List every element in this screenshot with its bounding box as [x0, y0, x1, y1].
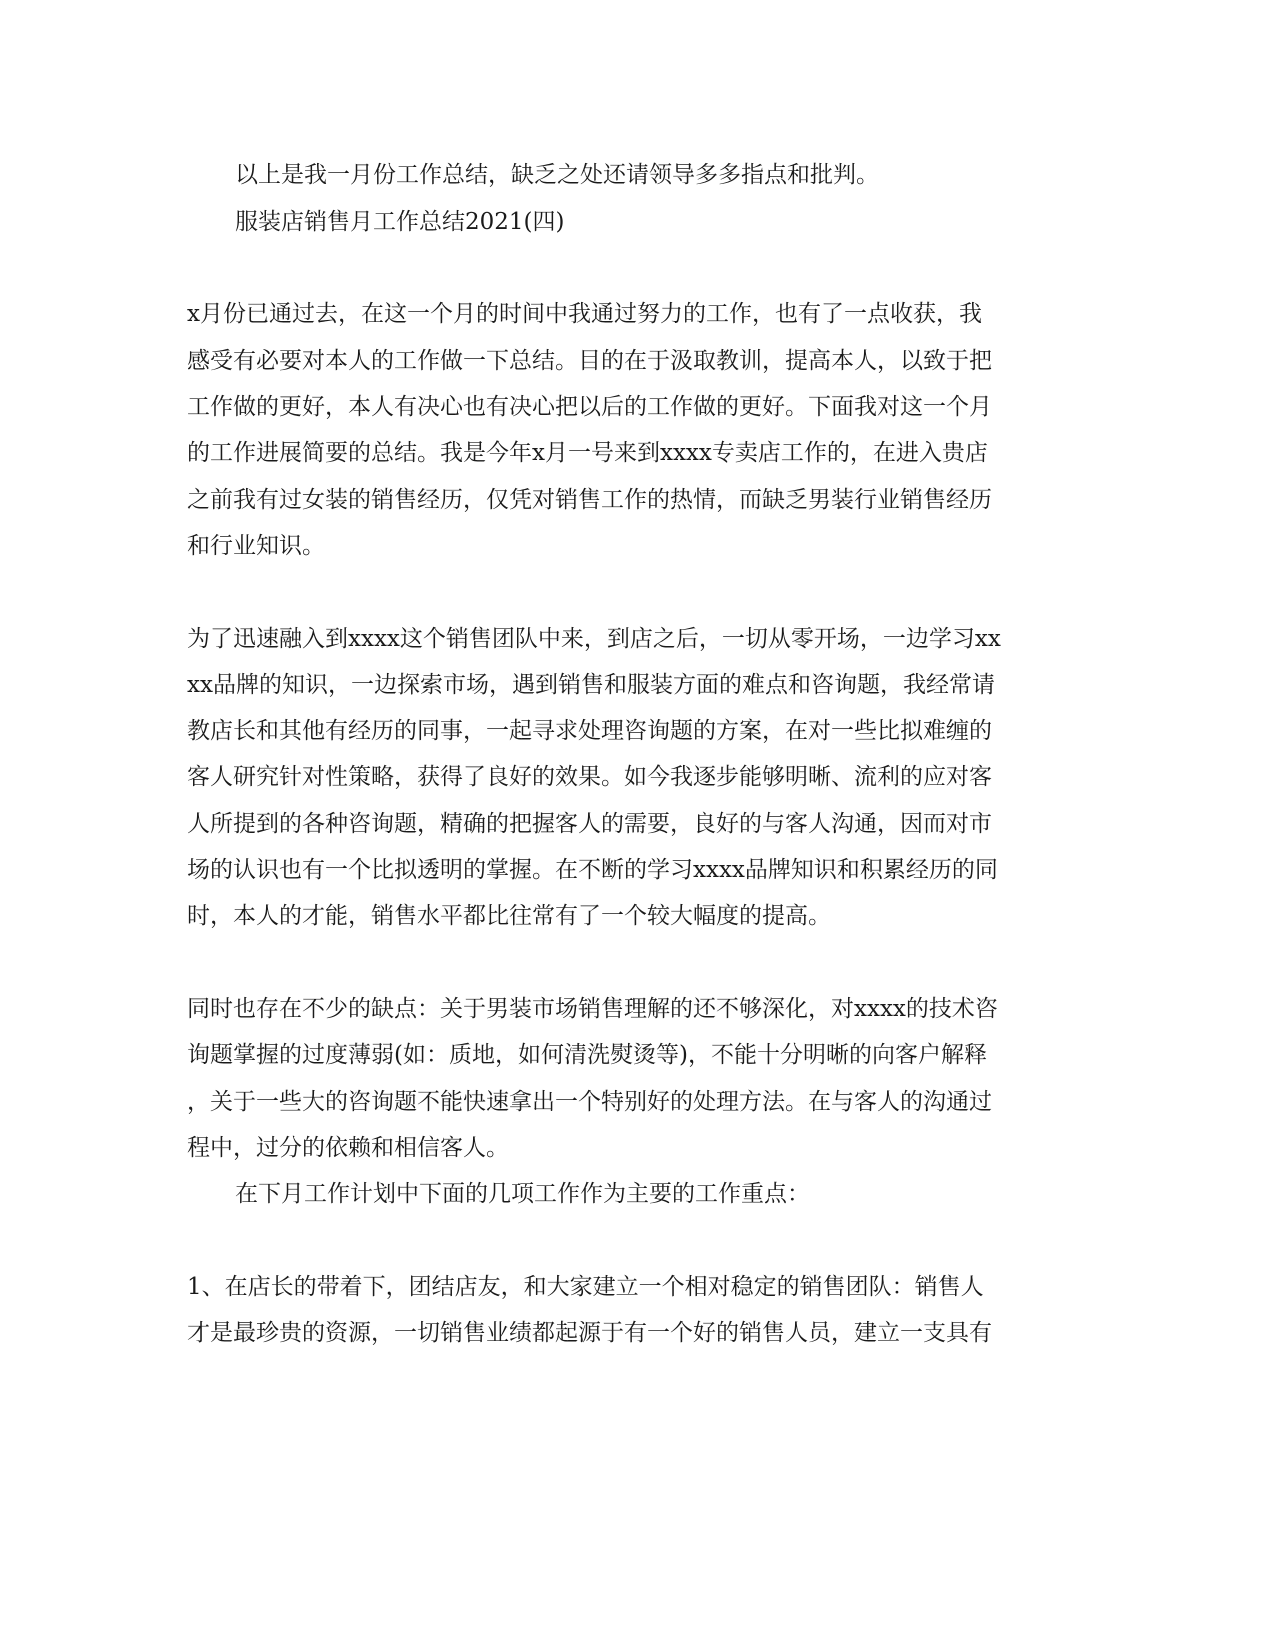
paragraph-1-line-5: 之前我有过女装的销售经历，仅凭对销售工作的热情，而缺乏男装行业销售经历 [187, 487, 992, 513]
paragraph-2-line-5: 人所提到的各种咨询题，精确的把握客人的需要，良好的与客人沟通，因而对市 [187, 811, 992, 837]
paragraph-2-line-4: 客人研究针对性策略，获得了良好的效果。如今我逐步能够明晰、流利的应对客 [187, 764, 992, 790]
plan-item-1-line-1: 1、在店长的带着下，团结店友，和大家建立一个相对稳定的销售团队：销售人 [187, 1274, 984, 1300]
paragraph-3-line-2: 询题掌握的过度薄弱(如：质地，如何清洗熨烫等)，不能十分明晰的向客户解释 [187, 1042, 987, 1068]
paragraph-2-line-1: 为了迅速融入到xxxx这个销售团队中来，到店之后，一切从零开场，一边学习xx [187, 626, 1001, 652]
paragraph-1-line-6: 和行业知识。 [187, 533, 325, 559]
paragraph-2-line-3: 教店长和其他有经历的同事，一起寻求处理咨询题的方案，在对一些比拟难缠的 [187, 718, 992, 744]
paragraph-2-line-6: 场的认识也有一个比拟透明的掌握。在不断的学习xxxx品牌知识和积累经历的同 [187, 857, 998, 883]
paragraph-3-line-4: 程中，过分的依赖和相信客人。 [187, 1135, 509, 1161]
paragraph-1-line-3: 工作做的更好，本人有决心也有决心把以后的工作做的更好。下面我对这一个月 [187, 394, 992, 420]
paragraph-3-line-3: ，关于一些大的咨询题不能快速拿出一个特别好的处理方法。在与客人的沟通过 [187, 1089, 992, 1115]
paragraph-2-line-2: xx品牌的知识，一边探索市场，遇到销售和服装方面的难点和咨询题，我经常请 [187, 672, 995, 698]
paragraph-1-line-2: 感受有必要对本人的工作做一下总结。目的在于汲取教训，提高本人，以致于把 [187, 348, 992, 374]
paragraph-1-line-4: 的工作进展简要的总结。我是今年x月一号来到xxxx专卖店工作的，在进入贵店 [187, 440, 988, 466]
closing-sentence: 以上是我一月份工作总结，缺乏之处还请领导多多指点和批判。 [235, 162, 879, 188]
plan-intro: 在下月工作计划中下面的几项工作作为主要的工作重点： [235, 1181, 810, 1207]
paragraph-3-line-1: 同时也存在不少的缺点：关于男装市场销售理解的还不够深化，对xxxx的技术咨 [187, 996, 998, 1022]
paragraph-2-line-7: 时，本人的才能，销售水平都比往常有了一个较大幅度的提高。 [187, 903, 831, 929]
plan-item-1-line-2: 才是最珍贵的资源，一切销售业绩都起源于有一个好的销售人员，建立一支具有 [187, 1320, 992, 1346]
section-title: 服装店销售月工作总结2021(四) [235, 209, 565, 235]
paragraph-1-line-1: x月份已通过去，在这一个月的时间中我通过努力的工作，也有了一点收获，我 [187, 301, 982, 327]
